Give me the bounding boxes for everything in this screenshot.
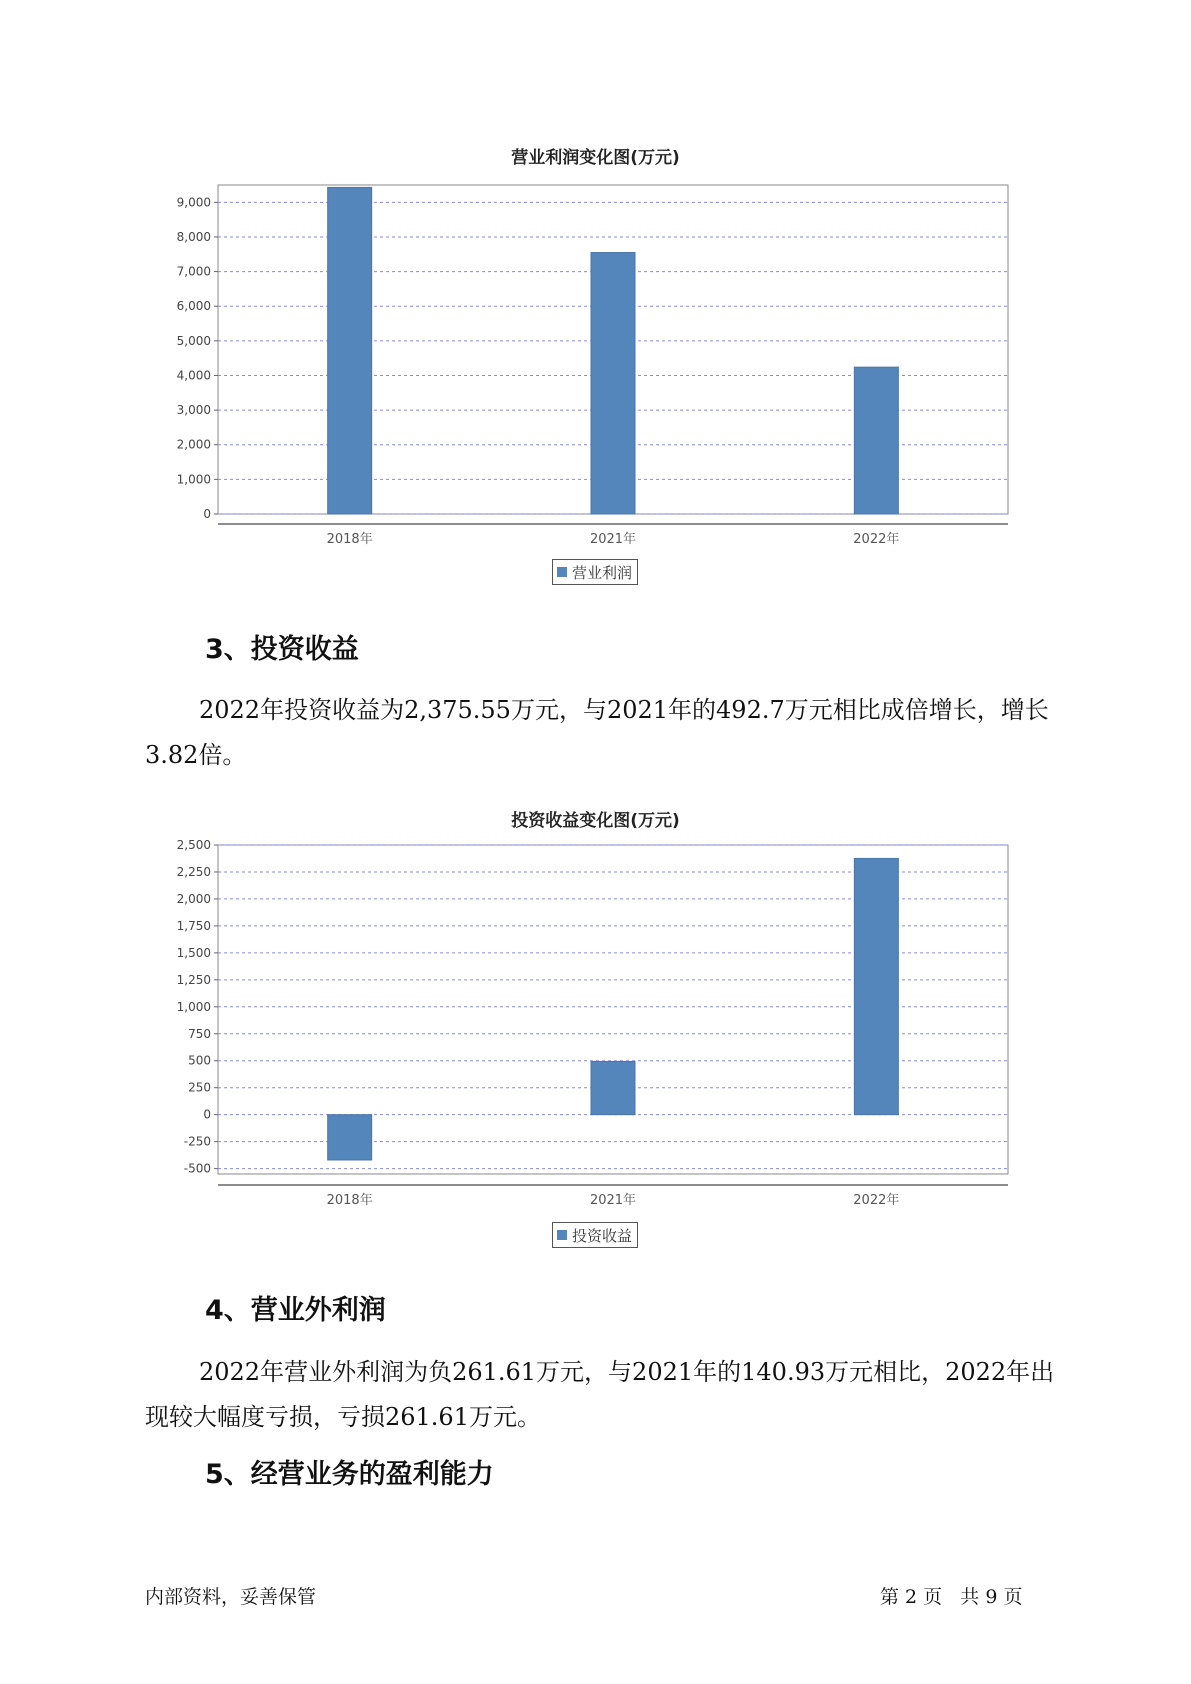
y-tick-label: 1,750	[176, 918, 211, 933]
x-tick-label: 2018年	[326, 1193, 373, 1208]
section-3-paragraph: 2022年投资收益为2,375.55万元，与2021年的492.7万元相比成倍增长，增长3.82倍。	[145, 696, 1049, 769]
y-tick-label: -500	[183, 1161, 211, 1176]
chart-legend	[552, 1222, 638, 1248]
x-tick-label: 2022年	[853, 532, 900, 547]
y-tick-label: 9,000	[176, 195, 211, 210]
y-tick-label: 1,250	[176, 972, 211, 987]
y-tick-label: 250	[188, 1080, 211, 1095]
section-4-heading: 4、营业外利润	[205, 1295, 386, 1326]
y-tick-label: 750	[188, 1026, 211, 1041]
legend-label: 营业利润	[572, 563, 633, 582]
x-tick-label: 2021年	[589, 1193, 637, 1208]
y-tick-label: 2,000	[176, 891, 211, 906]
y-tick-label: -250	[183, 1134, 211, 1149]
y-tick-label: 1,000	[176, 472, 211, 487]
y-tick-label: 2,000	[176, 437, 211, 452]
bar-2018年	[328, 1115, 372, 1160]
y-tick-label: 5,000	[176, 333, 211, 348]
y-tick-label: 1,500	[176, 945, 211, 960]
section-4-paragraph: 2022年营业外利润为负261.61万元，与2021年的140.93万元相比，2022年出现较大幅度亏损，亏损261.61万元。	[145, 1358, 1055, 1431]
y-tick-label: 3,000	[176, 403, 211, 418]
y-tick-label: 8,000	[176, 229, 211, 244]
section-5-heading: 5、经营业务的盈利能力	[205, 1459, 494, 1490]
x-tick-label: 2018年	[326, 532, 373, 547]
legend-swatch-icon	[557, 1230, 567, 1240]
y-tick-label: 0	[203, 1107, 211, 1122]
x-tick-label: 2022年	[853, 1193, 900, 1208]
footer-confidential-note: 内部资料，妥善保管	[145, 1586, 317, 1608]
y-tick-label: 500	[188, 1053, 211, 1068]
y-tick-label: 1,000	[176, 999, 211, 1014]
bar-2022年	[854, 858, 898, 1114]
y-tick-label: 2,250	[176, 864, 211, 879]
x-tick-label: 2021年	[589, 532, 637, 547]
footer-page-number: 第 2 页 共 9 页	[880, 1586, 1023, 1608]
y-tick-label: 7,000	[176, 264, 211, 279]
legend-label: 投资收益	[572, 1226, 633, 1245]
y-tick-label: 2,500	[176, 838, 211, 852]
y-tick-label: 4,000	[176, 368, 211, 383]
y-tick-label: 6,000	[176, 299, 211, 314]
y-tick-label: 0	[203, 507, 211, 521]
section-3-heading: 3、投资收益	[205, 634, 359, 665]
chart-title: 投资收益变化图(万元)	[511, 811, 680, 831]
chart-title: 营业利润变化图(万元)	[511, 148, 680, 168]
bar-2021年	[591, 1062, 635, 1115]
